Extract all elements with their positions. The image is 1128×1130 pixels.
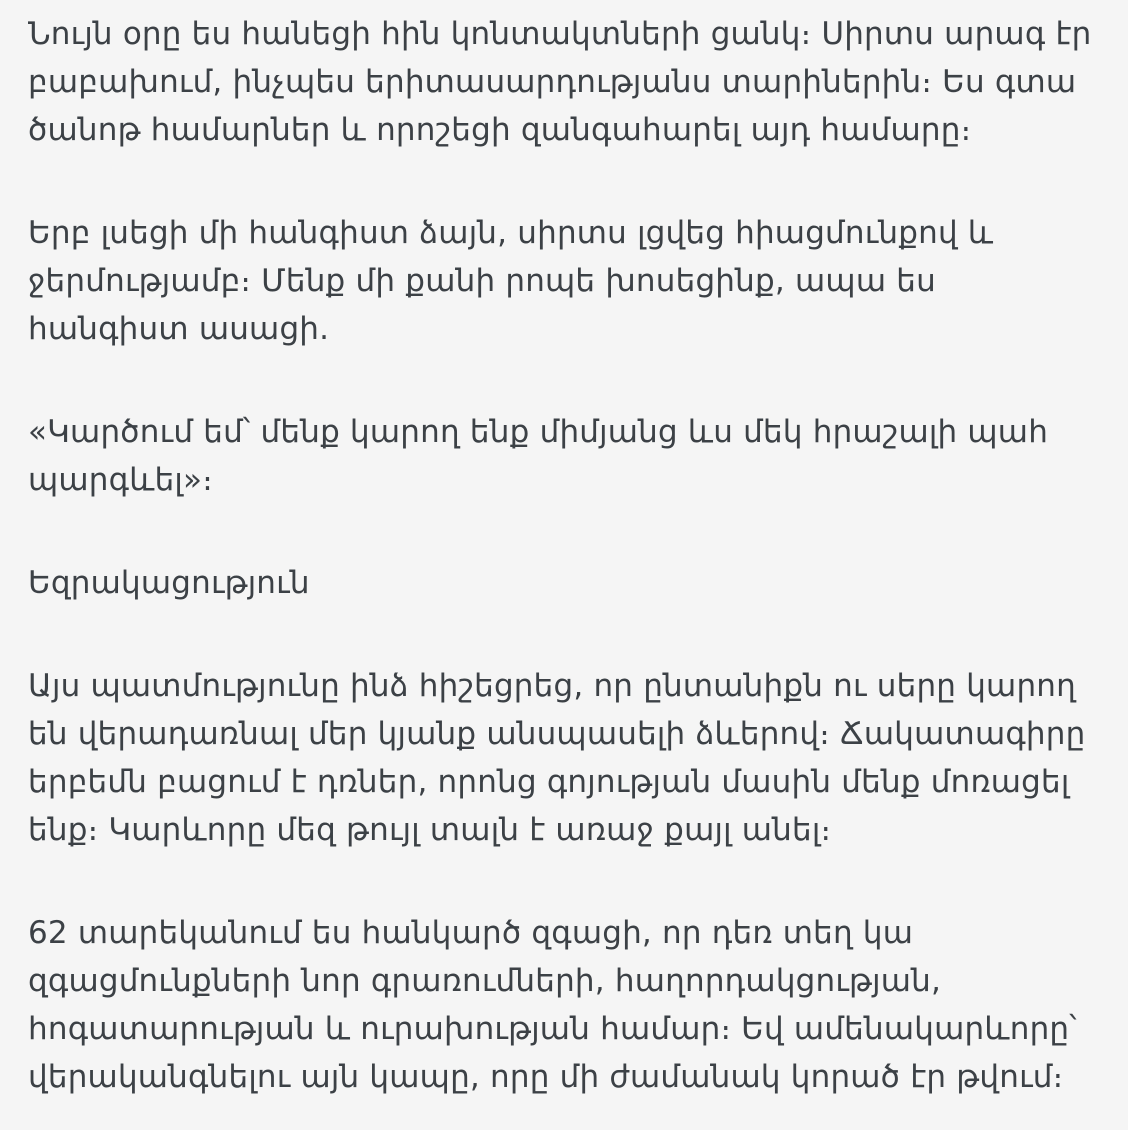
text-line: ենք։ Կարևորը մեզ թույլ տալն է առաջ քայլ անել։ [28, 812, 832, 848]
text-line: 62 տարեկանում ես հանկարծ զգացի, որ դեռ տեղ կա [28, 915, 914, 951]
text-line: ծանոթ համարներ և որոշեցի զանգահարել այդ համարը։ [28, 112, 972, 148]
text-line: երբեմն բացում է դռներ, որոնց գոյության մասին մենք մոռացել [28, 764, 1070, 800]
paragraph [28, 909, 1098, 1101]
text-line: բաբախում, ինչպես երիտասարդությանս տարիներին։ Ես գտա [28, 64, 1077, 100]
text-line: «Կարծում եմ՝ մենք կարող ենք միմյանց ևս մեկ հրաշալի պահ [28, 414, 1049, 450]
paragraph [28, 209, 1098, 353]
text-line: ջերմությամբ։ Մենք մի քանի րոպե խոսեցինք, ապա ես [28, 263, 936, 299]
paragraph-quote [28, 408, 1098, 504]
text-line: զգացմունքների նոր գրառումների, հաղորդակցության, [28, 963, 942, 999]
text-line: Երբ լսեցի մի հանգիստ ձայն, սիրտս լցվեց հիացմունքով և [28, 215, 994, 251]
text-line: են վերադառնալ մեր կյանք անսպասելի ձևերով։ Ճակատագիրը [28, 716, 1086, 752]
text-line: հանգիստ ասացի. [28, 311, 330, 347]
text-line: հոգատարության և ուրախության համար։ Եվ ամենակարևորը՝ [28, 1011, 1077, 1047]
paragraph [28, 10, 1098, 154]
text-line: Այս պատմությունը ինձ հիշեցրեց, որ ընտանիքն ու սերը կարող [28, 668, 1077, 704]
paragraph [28, 662, 1098, 854]
section-heading [28, 559, 1098, 607]
text-line: Նույն օրը ես հանեցի հին կոնտակտների ցանկ։ Սիրտս արագ էր [28, 16, 1092, 52]
text-line: պարգևել»։ [28, 462, 213, 498]
text-line: վերականգնելու այն կապը, որը մի ժամանակ կորած էր թվում։ [28, 1059, 1064, 1095]
text-line: Եզրակացություն [28, 565, 310, 601]
